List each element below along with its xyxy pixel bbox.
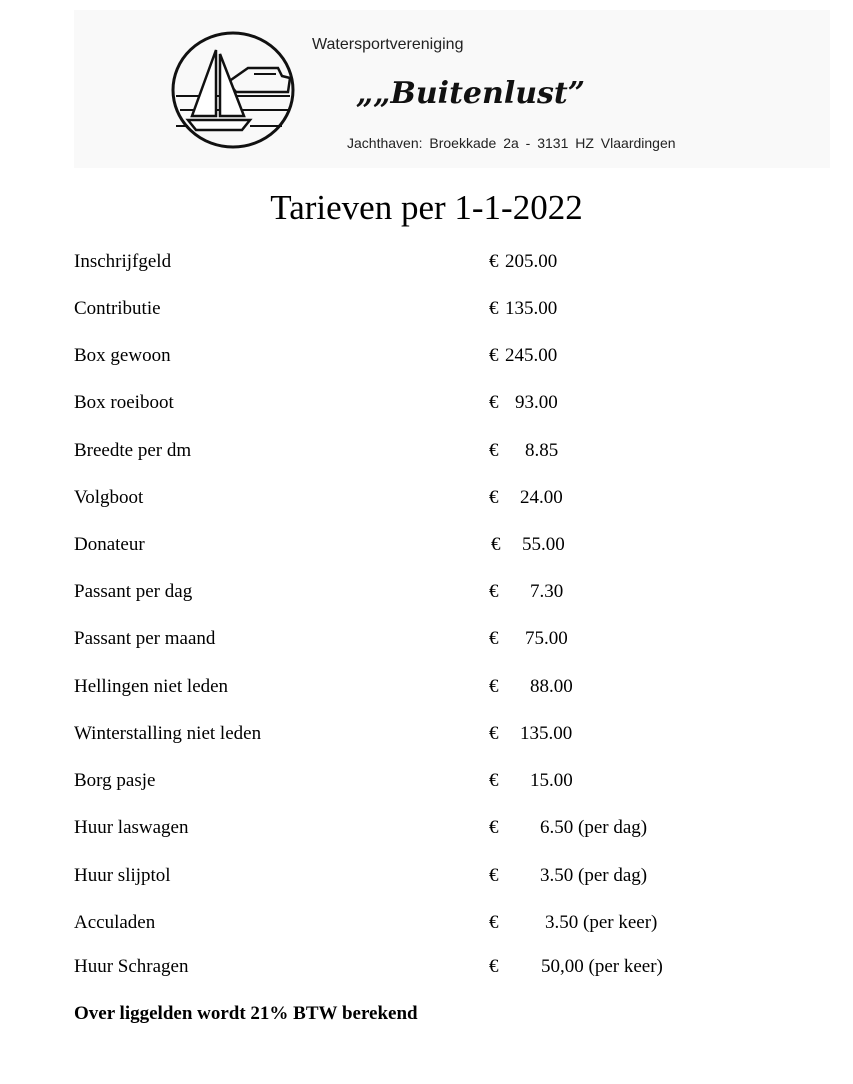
rate-label: Huur slijptol: [74, 865, 171, 886]
vat-note: Over liggelden wordt 21% BTW berekend: [74, 1003, 418, 1024]
rate-label: Passant per dag: [74, 581, 193, 602]
rate-label: Box roeiboot: [74, 392, 174, 413]
rate-label: Borg pasje: [74, 770, 156, 791]
rate-row-donateur: [0, 534, 853, 558]
rate-amount: 88.00: [530, 676, 573, 697]
rate-row-borg-pasje: [0, 770, 853, 794]
rate-amount: 55.00: [522, 534, 565, 555]
page-title: Tarieven per 1-1-2022: [270, 188, 583, 227]
rate-currency: €: [489, 440, 499, 461]
rate-row-box-gewoon: [0, 345, 853, 369]
rate-row-breedte-per-dm: [0, 440, 853, 464]
club-type: Watersportvereniging: [312, 36, 464, 53]
rate-amount: 8.85: [525, 440, 559, 461]
rate-label: Breedte per dm: [74, 440, 192, 461]
rate-currency: €: [489, 392, 499, 413]
rate-amount: 3.50 (per keer): [545, 912, 658, 933]
rate-label: Winterstalling niet leden: [74, 723, 262, 744]
rate-row-passant-per-dag: [0, 581, 853, 605]
rate-amount: 75.00: [525, 628, 568, 649]
rate-amount: 135.00: [505, 298, 558, 319]
rate-currency: €: [489, 251, 499, 272]
rate-label: Huur Schragen: [74, 956, 189, 977]
rate-label: Acculaden: [74, 912, 156, 933]
rate-amount: 205.00: [505, 251, 558, 272]
club-name: „„Buitenlust”: [356, 76, 586, 111]
rate-currency: €: [491, 534, 501, 555]
rate-row-huur-laswagen: [0, 817, 853, 841]
rate-row-winterstalling-niet-leden: [0, 723, 853, 747]
rate-currency: €: [489, 956, 499, 977]
rate-currency: €: [489, 581, 499, 602]
rate-row-passant-per-maand: [0, 628, 853, 652]
rate-amount: 245.00: [505, 345, 558, 366]
rate-row-box-roeiboot: [0, 392, 853, 416]
rate-currency: €: [489, 298, 499, 319]
rate-amount: 6.50 (per dag): [540, 817, 648, 838]
rate-row-huur-schragen: [0, 956, 853, 980]
rate-amount: 93.00: [515, 392, 558, 413]
rate-row-huur-slijptol: [0, 865, 853, 889]
rate-currency: €: [489, 817, 499, 838]
rate-label: Box gewoon: [74, 345, 171, 366]
rate-currency: €: [489, 676, 499, 697]
rate-currency: €: [489, 912, 499, 933]
rate-label: Volgboot: [74, 487, 144, 508]
rate-label: Donateur: [74, 534, 145, 555]
rate-amount: 7.30: [530, 581, 564, 602]
rate-currency: €: [489, 345, 499, 366]
rate-currency: €: [489, 723, 499, 744]
rate-row-hellingen-niet-leden: [0, 676, 853, 700]
rate-amount: 3.50 (per dag): [540, 865, 648, 886]
rate-amount: 24.00: [520, 487, 563, 508]
rate-currency: €: [489, 487, 499, 508]
rate-currency: €: [489, 865, 499, 886]
rate-row-acculaden: [0, 912, 853, 936]
club-address: Jachthaven: Broekkade 2a - 3131 HZ Vlaardingen: [347, 135, 676, 151]
rate-currency: €: [489, 628, 499, 649]
rate-amount: 135.00: [520, 723, 573, 744]
rate-row-inschrijfgeld: [0, 251, 853, 275]
rate-label: Huur laswagen: [74, 817, 189, 838]
rate-row-volgboot: [0, 487, 853, 511]
rate-label: Hellingen niet leden: [74, 676, 229, 697]
rate-label: Passant per maand: [74, 628, 216, 649]
rate-currency: €: [489, 770, 499, 791]
rate-label: Inschrijfgeld: [74, 251, 172, 272]
rate-label: Contributie: [74, 298, 161, 319]
rate-amount: 50,00 (per keer): [541, 956, 663, 977]
rate-amount: 15.00: [530, 770, 573, 791]
rate-row-contributie: [0, 298, 853, 322]
